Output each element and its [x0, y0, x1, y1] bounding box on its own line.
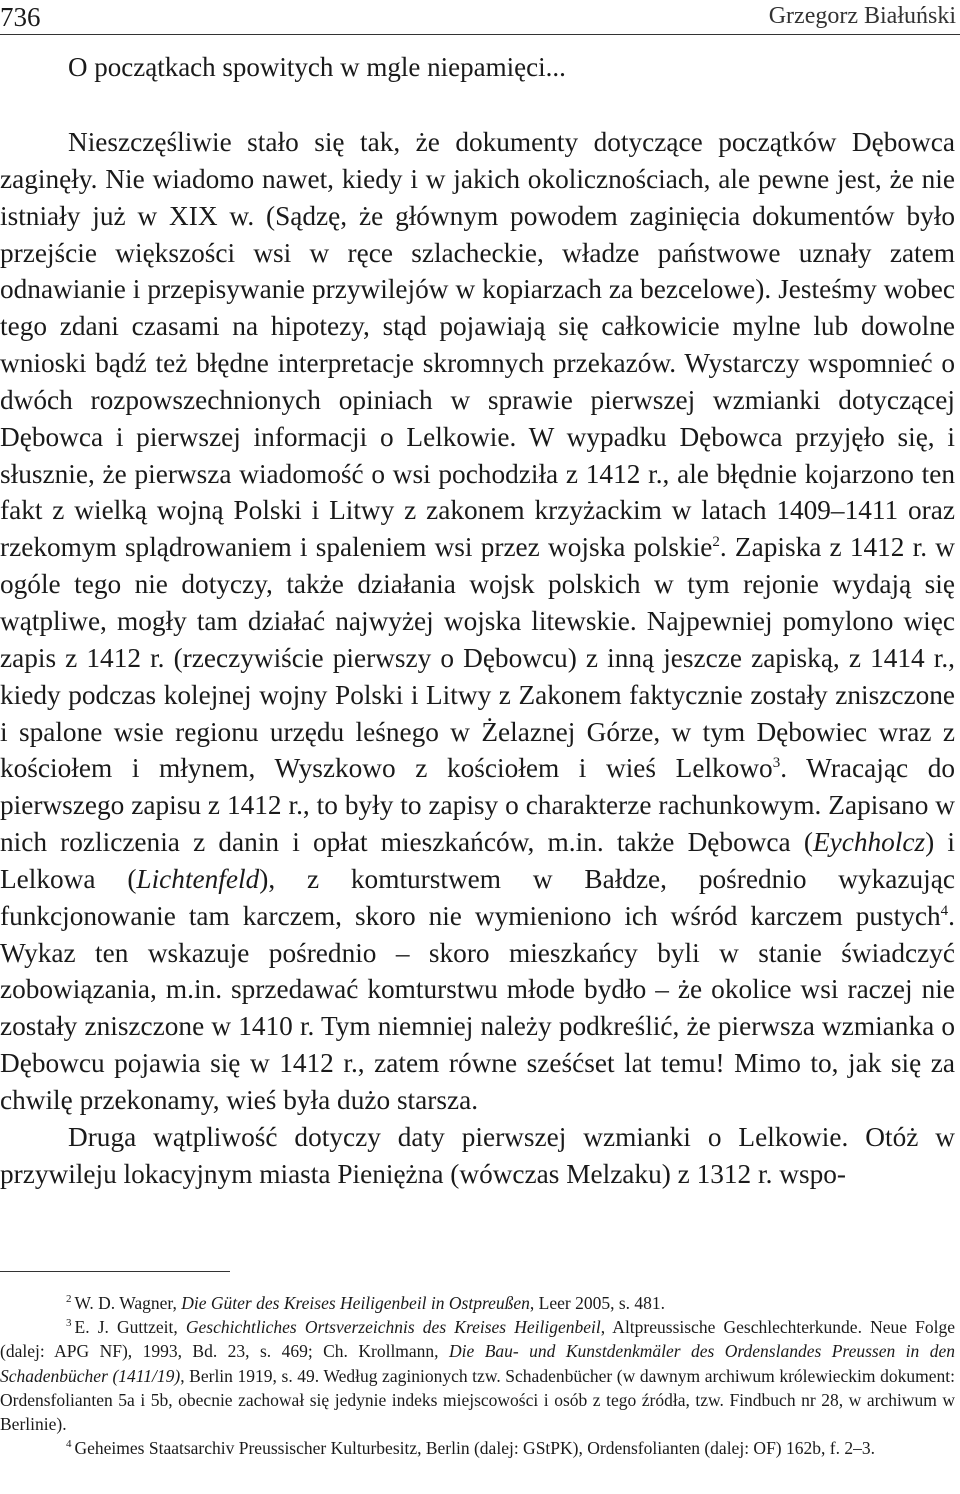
paragraph-text: . Wracając do pierwszego zapisu z 1412 r., to były to zapisy o charakterze rachunkowym. Zapisano w nich rozliczenia z danin i opłat mieszkańców, m.in. także Dębowca ( — [0, 753, 955, 858]
footnote-number: 2 — [66, 1293, 72, 1306]
italic-term: Lichtenfeld — [136, 863, 260, 894]
footnote-ref: 2 — [712, 534, 720, 551]
footnote-text: , Berlin 1919, s. 49. Według zaginionych tzw. Schadenbücher (w dawnym archiwum królewieckim dokument: Ordensfolianten 5a i 5b, obecnie zachował się jedynie indeks miejscowości i osób z tego źródła, tzw. Findbuch nr 28, w archiwum w Berlinie). — [0, 1365, 955, 1435]
paragraph-text: Druga wątpliwość dotyczy daty pierwszej wzmianki o Lelkowie. Otóż w przywileju lokacyjnym miasta Pieniężna (wówczas Melzaku) z 1312 r. wspo- — [0, 1121, 955, 1189]
page-number: 736 — [0, 2, 41, 32]
footnote-text: E. J. Guttzeit, — [74, 1317, 186, 1338]
footnote — [0, 1291, 955, 1315]
paragraph-text: ), z komturstwem w Bałdze, pośrednio wykazując funkcjonowanie tam karczem, skoro nie wymieniono ich wśród karczem pustych — [0, 863, 955, 931]
body-paragraph — [0, 124, 955, 1119]
paragraph-text: . Zapiska z 1412 r. w ogóle tego nie dotyczy, także działania wojsk polskich w tym rejonie wydają się wątpliwe, mogły tam działać najwyżej wojska litewskie. Najpewniej pomylono więc zapis z 1412 r. (rzeczywiście pierwszy o Dębowcu) z inną jeszcze zapiską, z 1414 r., kiedy podczas kolejnej wojny Polski i Litwy z Zakonem faktycznie zostały zniszczone i spalone wsie regionu urzędu leśnego w Żelaznej Górze, w tym Dębowiec wraz z kościołem i młynem, Wyszkowo z kościołem i wieś Lelkowo — [0, 532, 955, 784]
italic-term: Eychholcz — [812, 827, 926, 858]
footnote-title: Die Bau- und Kunstdenkmäler des Ordenslandes Preussen in den Schadenbücher (1411/19) — [0, 1341, 955, 1386]
footnote — [0, 1436, 955, 1460]
footnote-text: W. D. Wagner, — [74, 1293, 182, 1313]
footnote-ref: 3 — [772, 755, 781, 772]
footnote — [0, 1315, 955, 1436]
footnote-ref: 4 — [940, 902, 949, 919]
footnote-separator — [0, 1271, 230, 1272]
paragraph-text: Nieszczęśliwie stało się tak, że dokumenty dotyczące początków Dębowca zaginęły. Nie wiadomo nawet, kiedy i w jakich okolicznościach, ale pewne jest, że nie istniały już w XIX w. (Sądzę, że głównym powodem zaginięcia dokumentów było przejście większości wsi w ręce szlacheckie, władze państwowe uznały zatem odnawianie i przepisywanie przywilejów w kopiarzach za bezcelowe). Jesteśmy wobec tego zdani czasami na hipotezy, stąd pojawiają się całkowicie mylne lub dowolne wnioski bądź też błędne interpretacje skromnych przekazów. Wystarczy wspomnieć o dwóch rozpowszechnionych opiniach w sprawie pierwszej wzmianki dotyczącej Dębowca i pierwszej informacji o Lelkowie. W wypadku Dębowca przyjęło się, i słusznie, że pierwsza wiadomość o wsi pochodziła z 1412 r., ale błędnie kojarzono ten fakt z wielką wojną Polski i Litwy z zakonem krzyżackim w latach 1409–1411 oraz rzekomym splądrowaniem i spaleniem wsi przez wojska polskie — [0, 127, 955, 563]
footnote-number: 3 — [66, 1317, 72, 1330]
footnote-text: Geheimes Staatsarchiv Preussischer Kulturbesitz, Berlin (dalej: GStPK), Ordensfolianten (dalej: OF) 162b, f. 2–3. — [74, 1438, 875, 1459]
footnote-number: 4 — [66, 1438, 72, 1451]
footnotes — [0, 1291, 955, 1460]
body-text — [0, 124, 955, 1192]
running-header — [0, 0, 960, 35]
footnote-text: , Altpreussische Geschlechterkunde. Neue Folge (dalej: APG NF), 1993, Bd. 23, s. 469; Ch. Krollmann, — [0, 1317, 956, 1362]
running-header-author: Grzegorz Białuński — [768, 3, 956, 29]
body-paragraph — [0, 1119, 955, 1193]
paragraph-text: ) i Lelkowa ( — [0, 827, 955, 894]
footnote-title: Geschichtliches Ortsverzeichnis des Kreises Heiligenbeil — [185, 1317, 601, 1338]
footnote-text: , Leer 2005, s. 481. — [529, 1293, 666, 1313]
section-title: O początkach spowitych w mgle niepamięci... — [68, 52, 566, 82]
footnote-title: Die Güter des Kreises Heiligenbeil in Ostpreußen — [181, 1293, 530, 1313]
paragraph-text: . Wykaz ten wskazuje pośrednio – skoro mieszkańcy byli w stanie świadczyć zobowiązania, m.in. sprzedawać komturstwu młode bydło – że okolice wsi raczej nie zostały zniszczone w 1410 r. Tym niemniej należy podkreślić, że pierwsza wzmianka o Dębowcu pojawia się w 1412 r., zatem równe sześćset lat temu! Mimo to, jak się za chwilę przekonamy, wieś była dużo starsza. — [0, 900, 955, 1115]
